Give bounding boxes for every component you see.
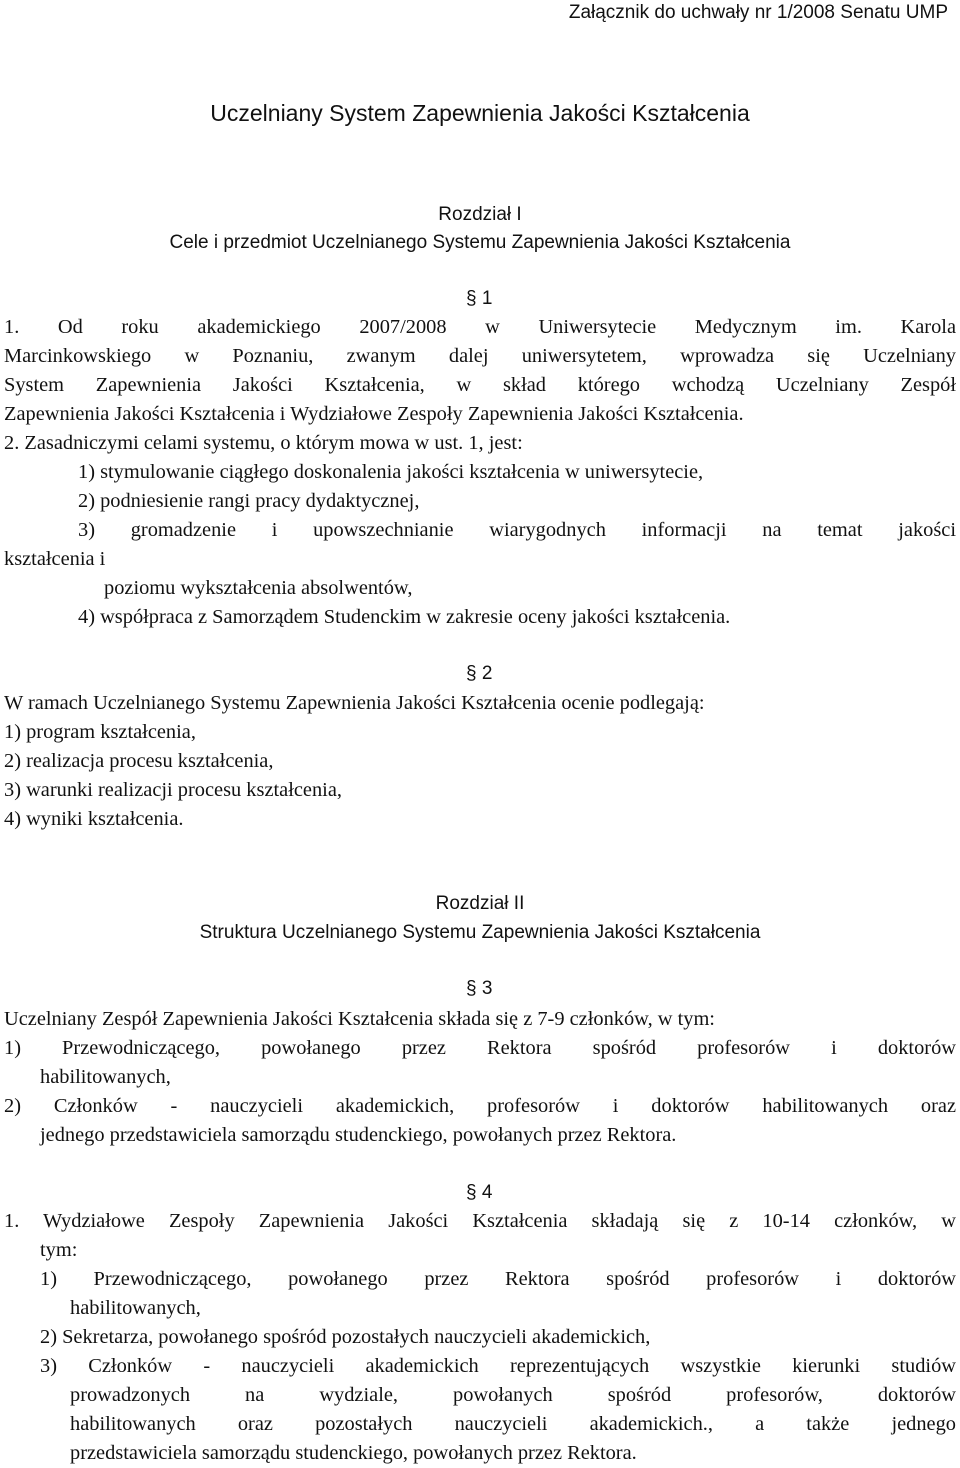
chapter2-title: Struktura Uczelnianego Systemu Zapewnienia Jakości Kształcenia (199, 922, 761, 943)
section-3-heading (466, 978, 492, 1000)
s1-list-item-3: 3) gromadzenie i upowszechnianie wiarygodnych informacji na temat jakości (78, 519, 956, 541)
s1-list-item-3-cont: kształcenia i (4, 548, 106, 570)
s4-list-item-2: 2) Sekretarza, powołanego spośród pozostałych nauczycieli akademickich, (40, 1326, 651, 1348)
s1-list-item-3-cont2: poziomu wykształcenia absolwentów, (104, 577, 413, 599)
s3-list-item-1-cont: habilitowanych, (40, 1066, 171, 1088)
s4-list-item-1-cont: habilitowanych, (70, 1297, 201, 1319)
s4-list-item-1: 1) Przewodniczącego, powołanego przez Rektora spośród profesorów i doktorów (40, 1268, 956, 1290)
s1-list-item-1: 1) stymulowanie ciągłego doskonalenia jakości kształcenia w uniwersytecie, (78, 461, 704, 483)
s1-list-item-2: 2) podniesienie rangi pracy dydaktycznej, (78, 490, 420, 512)
section-sign: § (466, 663, 477, 684)
s4-list-item-3-cont3: przedstawiciela samorządu studenckiego, powołanych przez Rektora. (70, 1442, 637, 1464)
section-2-heading (466, 663, 492, 685)
chapter1-title: Cele i przedmiot Uczelnianego Systemu Zapewnienia Jakości Kształcenia (169, 232, 791, 253)
attachment-note: Załącznik do uchwały nr 1/2008 Senatu UMP (568, 2, 948, 23)
section-sign: § (466, 978, 477, 999)
s2-list-item-3: 3) warunki realizacji procesu kształcenia, (4, 779, 342, 801)
s3-line-1: Uczelniany Zespół Zapewnienia Jakości Kształcenia składa się z 7-9 członków, w tym: (4, 1008, 715, 1030)
s2-list-item-2: 2) realizacja procesu kształcenia, (4, 750, 274, 772)
s4-list-item-3-cont2: habilitowanych oraz pozostałych nauczycieli akademickich., a także jednego (70, 1413, 956, 1435)
s4-line-1: 1. Wydziałowe Zespoły Zapewnienia Jakości Kształcenia składają się z 10-14 członków, w (4, 1210, 956, 1232)
s1-line-4: Zapewnienia Jakości Kształcenia i Wydziałowe Zespoły Zapewnienia Jakości Kształcenia. (4, 403, 744, 425)
s3-list-item-1: 1) Przewodniczącego, powołanego przez Rektora spośród profesorów i doktorów (4, 1037, 956, 1059)
chapter2-label: Rozdział II (435, 893, 525, 914)
s1-line-5: 2. Zasadniczymi celami systemu, o którym mowa w ust. 1, jest: (4, 432, 523, 454)
section-number: 4 (481, 1182, 493, 1203)
document-title: Uczelniany System Zapewnienia Jakości Kształcenia (210, 100, 750, 126)
section-sign: § (466, 288, 477, 309)
s3-list-item-2-cont: jednego przedstawiciela samorządu studenckiego, powołanych przez Rektora. (40, 1124, 677, 1146)
s4-list-item-3-cont: prowadzonych na wydziale, powołanych spośród profesorów, doktorów (70, 1384, 956, 1406)
section-number: 1 (481, 288, 493, 309)
section-sign: § (466, 1182, 477, 1203)
s1-line-1: 1. Od roku akademickiego 2007/2008 w Uniwersytecie Medycznym im. Karola (4, 316, 956, 338)
section-number: 3 (481, 978, 493, 999)
s1-line-3: System Zapewnienia Jakości Kształcenia, w skład którego wchodzą Uczelniany Zespół (4, 374, 956, 396)
s1-list-item-4: 4) współpraca z Samorządem Studenckim w zakresie oceny jakości kształcenia. (78, 606, 731, 628)
section-1-heading (466, 288, 492, 310)
section-number: 2 (481, 663, 493, 684)
s2-list-item-1: 1) program kształcenia, (4, 721, 196, 743)
s2-line-1: W ramach Uczelnianego Systemu Zapewnienia Jakości Kształcenia ocenie podlegają: (4, 692, 705, 714)
s2-list-item-4: 4) wyniki kształcenia. (4, 808, 184, 830)
s4-list-item-3: 3) Członków - nauczycieli akademickich reprezentujących wszystkie kierunki studiów (40, 1355, 956, 1377)
s1-line-2: Marcinkowskiego w Poznaniu, zwanym dalej uniwersytetem, wprowadza się Uczelniany (4, 345, 956, 367)
section-4-heading (466, 1182, 492, 1204)
s4-line-1-cont: tym: (40, 1239, 78, 1261)
chapter1-label: Rozdział I (438, 204, 522, 225)
s3-list-item-2: 2) Członków - nauczycieli akademickich, profesorów i doktorów habilitowanych oraz (4, 1095, 956, 1117)
